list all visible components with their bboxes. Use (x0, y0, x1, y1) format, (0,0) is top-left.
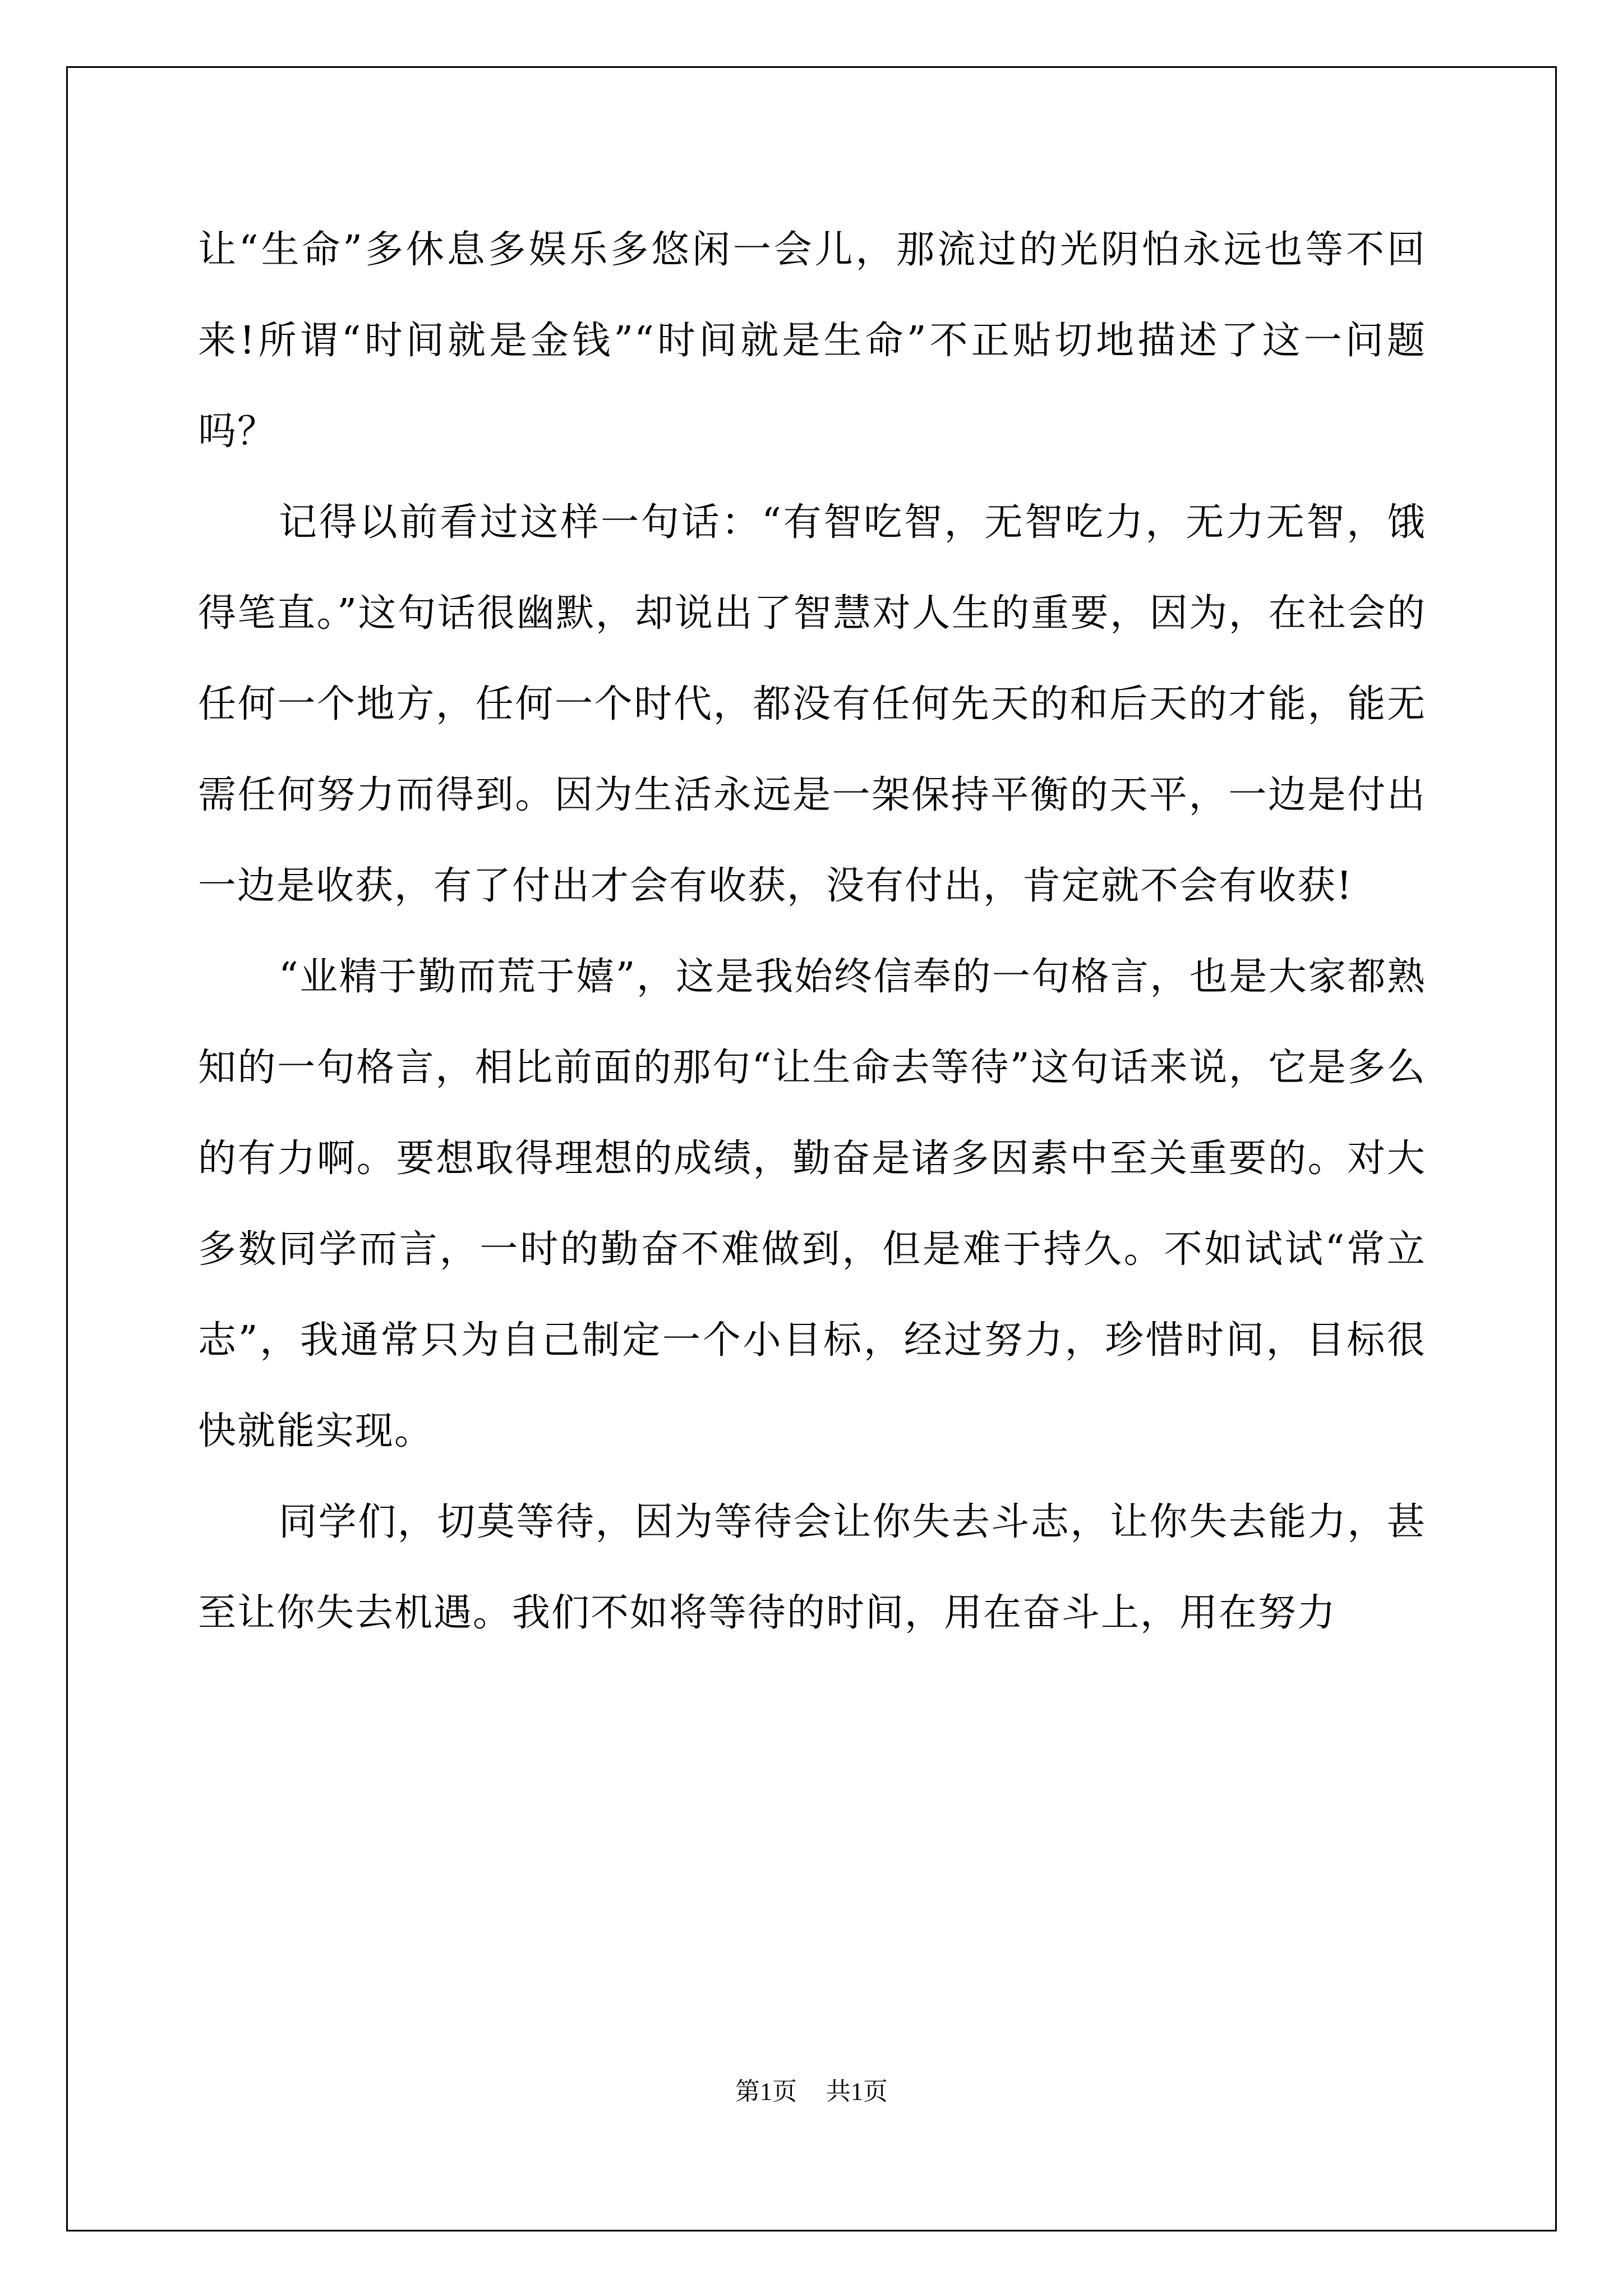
page-number: 第1页 (735, 2078, 797, 2105)
paragraph-1: 让“生命”多休息多娱乐多悠闲一会儿，那流过的光阴怕永远也等不回来!所谓“时间就是金钱”“时间就是生命”不正贴切地描述了这一问题吗？ (198, 228, 1426, 454)
page-total: 共1页 (826, 2078, 888, 2105)
page-footer (0, 2071, 1623, 2107)
document-body (198, 205, 1426, 1659)
paragraph-2: 记得以前看过这样一句话：“有智吃智，无智吃力，无力无智，饿得笔直。”这句话很幽默，却说出了智慧对人生的重要，因为，在社会的任何一个地方，任何一个时代，都没有任何先天的和后天的才能，能无需任何努力而得到。因为生活永远是一架保持平衡的天平，一边是付出一边是收获，有了付出才会有收获，没有付出，肯定就不会有收获! (198, 500, 1426, 908)
paragraph-3: “业精于勤而荒于嬉”，这是我始终信奉的一句格言，也是大家都熟知的一句格言，相比前面的那句“让生命去等待”这句话来说，它是多么的有力啊。要想取得理想的成绩，勤奋是诸多因素中至关重要的。对大多数同学而言，一时的勤奋不难做到，但是难于持久。不如试试“常立志”，我通常只为自己制定一个小目标，经过努力，珍惜时间，目标很快就能实现。 (198, 955, 1426, 1453)
paragraph-4: 同学们，切莫等待，因为等待会让你失去斗志，让你失去能力，甚至让你失去机遇。我们不如将等待的时间，用在奋斗上，用在努力 (198, 1500, 1426, 1635)
